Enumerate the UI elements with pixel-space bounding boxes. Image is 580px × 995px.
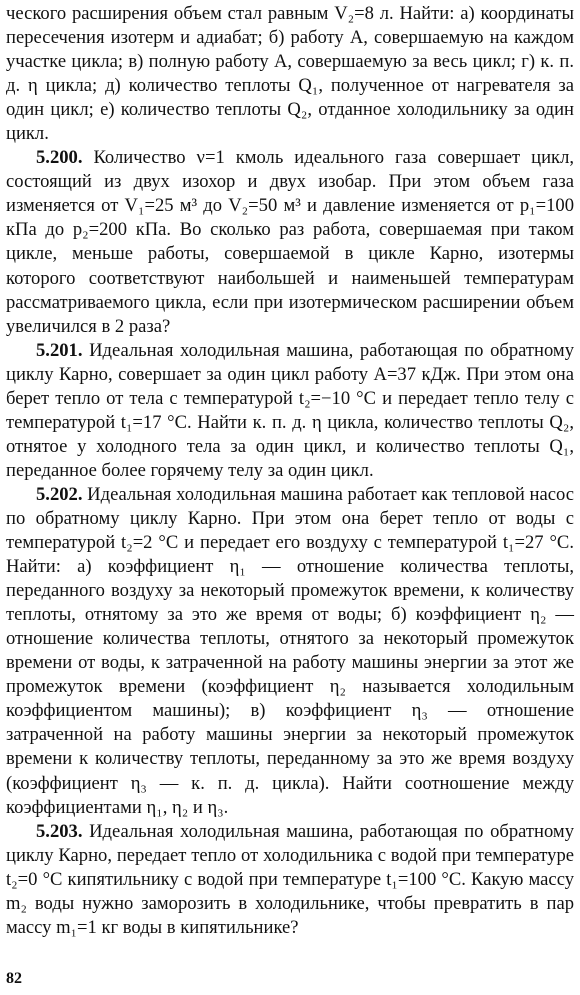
page-text — [6, 2, 574, 940]
problem-number: 5.200. — [36, 147, 83, 169]
problem-number: 5.203. — [36, 820, 83, 842]
problem-number: 5.201. — [36, 339, 83, 361]
page-number: 82 — [6, 970, 22, 987]
continuation-paragraph: ческого расширения объем стал равным V₂=8 л. Найти: а) координаты пересечения изотерм и адиабат; б) работу A, совершаемую на каждом участке цикла; в) полную работу A, совершаемую за весь цикл; г) к. п. д. η цикла; д) количество теплоты Q₁, полученное от нагревателя за один цикл; е) количество теплоты Q₂, отданное холодильнику за один цикл. — [6, 3, 574, 145]
problem-text: Идеальная холодильная машина, работающая по обратному циклу Карно, передает тепло от холодильника с водой при температуре t₂=0 °C кипятильнику с водой при температуре t₁=100 °C. Какую массу m₂ воды нужно заморозить в холодильнике, чтобы превратить в пар массу m₁=1 кг воды в кипятильнике? — [6, 820, 574, 938]
problem-5-201 — [6, 339, 574, 483]
problem-5-203 — [6, 820, 574, 940]
problem-number: 5.202. — [36, 483, 83, 505]
problem-text: Идеальная холодильная машина, работающая по обратному циклу Карно, совершает за один цикл работу A=37 кДж. При этом она берет тепло от тела с температурой t₂=−10 °C и передает тепло телу с температурой t₁=17 °C. Найти к. п. д. η цикла, количество теплоты Q₂, отнятое у холодного тела за один цикл, и количество теплоты Q₁, переданное более горячему телу за один цикл. — [6, 339, 574, 481]
problem-5-202 — [6, 483, 574, 820]
problem-5-200 — [6, 146, 574, 338]
problem-text: Количество ν=1 кмоль идеального газа совершает цикл, состоящий из двух изохор и двух изобар. При этом объем газа изменяется от V₁=25 м³ до V₂=50 м³ и давление изменяется от p₁=100 кПа до p₂=200 кПа. Во сколько раз работа, совершаемая при таком цикле, меньше работы, совершаемой в цикле Карно, изотермы которого соответствуют наибольшей и наименьшей температурам рассматриваемого цикла, если при изотермическом расширении объем увеличился в 2 раза? — [6, 147, 574, 337]
problem-text: Идеальная холодильная машина работает как тепловой насос по обратному циклу Карно. При этом она берет тепло от воды с температурой t₂=2 °C и передает его воздуху с температурой t₁=27 °C. Найти: а) коэффициент η₁ — отношение количества теплоты, переданного воздуху за некоторый промежуток времени, к количеству теплоты, отнятому за это же время от воды; б) коэффициент η₂ — отношение количества теплоты, отнятого за некоторый промежуток времени от воды, к затраченной на работу машины энергии за этот же промежуток времени (коэффициент η₂ называется холодильным коэффициентом машины); в) коэффициент η₃ — отношение затраченной на работу машины энергии за некоторый промежуток времени к количеству теплоты, переданному за это же время воздуху (коэффициент η₃ — к. п. д. цикла). Найти соотношение между коэффициентами η₁, η₂ и η₃. — [6, 483, 574, 818]
